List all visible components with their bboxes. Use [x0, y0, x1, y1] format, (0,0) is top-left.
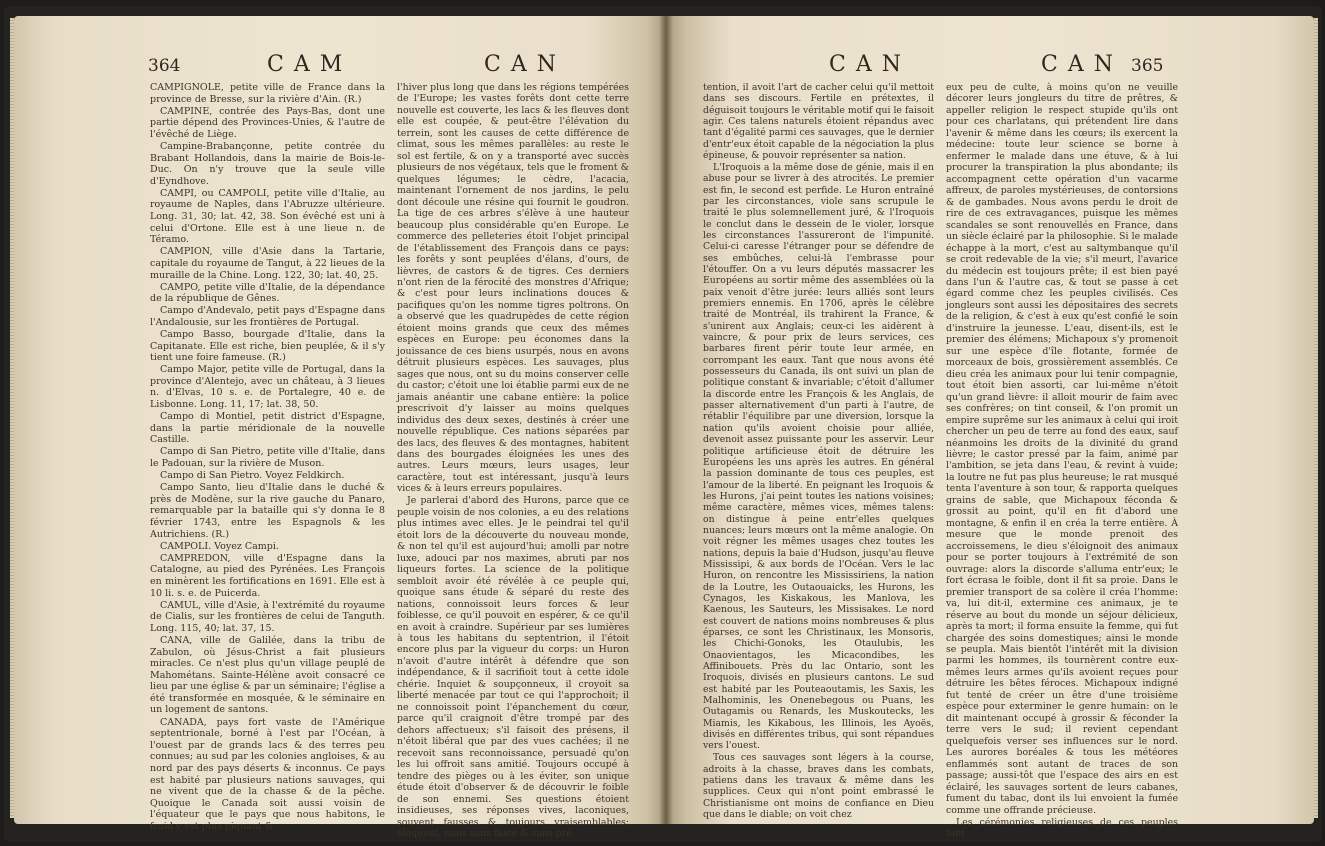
entry: Campine-Brabançonne, petite contrée du Brabant Hollandois, dans la mairie de Bois-le-Duc. On n'y trouve que la seule ville d'Eyndhove.: [150, 140, 385, 187]
right-page-edges: [1314, 18, 1318, 818]
entry: Campo di San Pietro, petite ville d'Italie, dans le Padouan, sur la rivière de Muson.: [150, 446, 385, 469]
entry: Campo di Montiel, petit district d'Espagne, dans la partie méridionale de la nouvelle Castille.: [150, 411, 385, 446]
running-head-left-2: CAN: [484, 52, 566, 77]
entry: Campo di San Pietro. Voyez Feldkirch.: [160, 470, 345, 482]
left-page-edges: [10, 18, 14, 818]
paragraph: tention, il avoit l'art de cacher celui qu'il mettoit dans ses discours. Fertile en prétextes, il déguisoit toujours le véritable motif qui le faisoit agir. Ces talens naturels étoient répandus avec tant d'égalité parmi ces sauvages, que le dernier d'entr'eux étoit capable de la négociation la plus épineuse, & pouvoir représenter sa nation.: [703, 82, 934, 162]
entry: Campo Basso, bourgade d'Italie, dans la Capitanate. Elle est riche, bien peuplée, & il s'y tient une foire fameuse. (R.): [150, 328, 385, 364]
paragraph: Je parlerai d'abord des Hurons, parce que ce peuple voisin de nos colonies, a eu des relations plus intimes avec elles. Je le peindrai tel qu'il étoit lors de la découverte du nouveau monde, & non tel qu'il est aujourd'hui; amolli par notre luxe, adouci par nos maximes, abruti par nos liqueurs fortes. La science de la politique sembloit avoir été révélée à ce peuple qui, quoique sans étude & séparé du reste des nations, connoissoit leurs forces & leur foiblesse, ce qu'il pouvoit en espérer, & ce qu'il en avoit à craindre. Supérieur par ses lumières à tous les habitans du septentrion, il l'étoit encore plus par la vigueur du corps: un Huron n'avoit d'autre intérêt à défendre que son indépendance, & il sacrifioit tout à cette idole chérie. Inquiet & soupçonneux, il croyoit sa liberté menacée par tout ce qui l'approchoit; il ne connoissoit point l'épanchement du cœur, parce qu'il craignoit d'être trompé par des dehors affectueux; s'il faisoit des présens, il n'étoit libéral que par des vues cachées; il ne recevoit sans reconnoissance, persuadé qu'on les lui offroit sans amitié. Toujours occupé à tendre des pièges ou à les éviter, son unique étude étoit d'observer & de découvrir le foible de son ennemi. Ses questions étoient insidieuses, ses réponses vives, laconiques, souvent fausses & toujours vraisemblables: éloquent, mais sans faste & sans pré-: [397, 495, 629, 839]
entry: CAMPINE, contrée des Pays-Bas, dont une partie dépend des Provinces-Unies, & l'autre de l'évêché de Liège.: [150, 105, 385, 140]
running-head-right-2: CAN: [1041, 52, 1123, 77]
right-column-1: [703, 82, 934, 842]
page-number-right: 365: [1131, 56, 1164, 76]
entry: Campo Santo, lieu d'Italie dans le duché & près de Modène, sur la rive gauche du Panaro, remarquable par la bataille qui s'y donna le 8 février 1743, entre les Espagnols & les Autrichiens. (R.): [150, 482, 385, 540]
entry: Campo Major, petite ville de Portugal, dans la province d'Alentejo, avec un château, à 3 lieues n. d'Elvas, 10 s. e. de Portalegre, 40 e. de Lisbonne. Long. 11, 17; lat. 38, 50.: [150, 364, 385, 411]
paragraph: l'hiver plus long que dans les régions tempérées de l'Europe; les vastes forêts dont cette terre nouvelle est couverte, les lacs & les fleuves dont elle est coupée, & peut-être l'élévation du terrein, sont les causes de cette différence de climat, sous les mêmes parallèles: au reste le sol est fertile, & on y a transporté avec succès plusieurs de nos végétaux, tels que le froment & quelques légumes; le cèdre, l'acacia, maintenant l'ornement de nos jardins, le pelu dont découle une résine qui fournit le goudron. La tige de ces arbres s'élève à une hauteur beaucoup plus considérable qu'en Europe. Le commerce des pelleteries étoit l'objet principal de l'établissement des François dans ce pays: les forêts y sont peuplées d'élans, d'ours, de lièvres, de castors & de tigres. Ces derniers n'ont rien de la férocité des monstres d'Afrique; & c'est pour leurs inclinations douces & pacifiques qu'on les nomme tigres poltrons. On a observé que les quadrupèdes de cette région étoient moins grands que ceux des mêmes espèces en Europe: peu économes dans la jouissance de ces biens usurpés, nous en avons détruit plusieurs espèces. Les sauvages, plus sages que nous, ont su du moins conserver celle du castor; c'étoit une loi établie parmi eux de ne jamais anéantir une cabane entière: la police prescrivoit d'y laisser au moins quelques individus des deux sexes, destinés à créer une nouvelle république. Ces nations séparées par des lacs, des fleuves & des montagnes, habitent dans des bourgades éloignées les unes des autres. Leurs mœurs, leurs usages, leur caractère, tout est intéressant, jusqu'à leurs vices & à leurs erreurs populaires.: [397, 82, 629, 495]
entry: CAMPIGNOLE, petite ville de France dans la province de Bresse, sur la rivière d'Ain. (R.): [150, 82, 385, 105]
entry: CANA, ville de Galilée, dans la tribu de Zabulon, où Jésus-Christ a fait plusieurs miracles. Ce n'est plus qu'un village peuplé de Mahométans. Sainte-Hélène avoit consacré ce lieu par une église & par un séminaire; l'église a été transformée en mosquée, & le séminaire en un logement de santons.: [150, 634, 385, 716]
left-column-1: [150, 82, 385, 842]
entry: CANADA, pays fort vaste de l'Amérique septentrionale, borné à l'est par l'Océan, à l'ouest par de grands lacs & des terres peu connues; au sud par les colonies angloises, & au nord par des pays déserts & inconnus. Ce pays est habité par plusieurs nations sauvages, qui ne vivent que de la chasse & de la pêche. Quoique le Canada soit aussi voisin de l'équateur que le pays que nous habitons, le froid y est plus piquant &: [150, 716, 385, 832]
right-column-2: [946, 82, 1178, 842]
running-head-right-1: CAN: [829, 52, 911, 77]
page-number-left: 364: [148, 56, 181, 76]
left-column-2: [397, 82, 629, 842]
entry: CAMPION, ville d'Asie dans la Tartarie, capitale du royaume de Tangut, à 22 lieues de la muraille de la Chine. Long. 122, 30; lat. 40, 25.: [150, 246, 385, 281]
running-head-left-1: CAM: [267, 52, 353, 77]
entry: CAMPO, petite ville d'Italie, de la dépendance de la république de Gênes.: [150, 281, 385, 305]
paragraph: eux peu de culte, à moins qu'on ne veuille décorer leurs jongleurs du titre de prêtres, & appeller religion le respect stupide qu'ils ont pour ces charlatans, qui prétendent lire dans l'avenir & même dans les cœurs; ils exercent la médecine: toute leur science se borne à enfermer le malade dans une étuve, & à lui procurer la transpiration la plus abondante; ils accompagnent cette opération d'un vacarme affreux, de paroles mystérieuses, de contorsions & de gambades. Nous avons perdu le droit de rire de ces extravagances, puisque les mêmes scandales se sont renouvellés en France, dans un siècle éclairé par la philosophie. Si le malade échappe à la mort, c'est au saltymbanque qu'il se croit redevable de la vie; s'il meurt, l'avarice du médecin est toujours prête; il est bien payé dans l'un & l'autre cas, & tout se passe à cet égard comme chez les peuples civilisés. Ces jongleurs sont aussi les dépositaires des secrets de la religion, & c'est à eux qu'est confié le soin d'instruire la jeunesse. L'eau, disent-ils, est le premier des élémens; Michapoux s'y promenoit sur une espèce d'île flotante, formée de morceaux de bois, grossièrement assemblés. Ce dieu créa les animaux pour lui tenir compagnie, tout étoit bien assorti, car lui-même n'étoit qu'un grand lièvre: il alloit mourir de faim avec ses confrères; on tint conseil, & l'on promit un empire suprême sur les animaux à celui qui iroit chercher un peu de terre au fond des eaux, sauf néanmoins les droits de la divinité du grand lièvre; le castor pressé par la faim, animé par l'ambition, se jeta dans l'eau, & revint à vuide; la loutre ne fut pas plus heureuse; le rat musqué tenta l'aventure à son tour, & rapporta quelques grains de sable, que Michapoux féconda & grossit au point, qu'il en fit d'abord une montagne, & enfin il en créa la terre entière. À mesure que le monde prenoit des accroissemens, le dieu s'éloignoit des animaux pour se porter toujours à l'extrémité de son ouvrage: alors la discorde s'alluma entr'eux; le fort écrasa le foible, dont il fit sa proie. Dans le premier transport de sa colère il créa l'homme: va, lui dit-il, extermine ces animaux, je te réserve au bout du monde un séjour délicieux, après ta mort; il forma ensuite la femme, qui fut chargée des soins domestiques; ainsi le monde se peupla. Mais bientôt l'intérêt mit la division parmi les hommes, ils tournèrent contre eux-mêmes leurs armes qu'ils avoient reçues pour détruire les bêtes féroces. Michapoux indigné fut tenté de créer un être d'une troisième espèce pour exterminer le genre humain: on le dit maintenant occupé à grossir & féconder la terre vers le sud; il revient cependant quelquefois verser ses influences sur le nord. Les aurores boréales & tous les météores enflammés sont autant de traces de son passage; aussi-tôt que l'espace des airs en est éclairé, les sauvages sortent de leurs cabanes, fument du tabac, dont ils lui envoient la fumée comme une offrande précieuse.: [946, 82, 1178, 816]
paragraph: L'Iroquois a la même dose de génie, mais il en abuse pour se livrer à des atrocités. Le premier est fin, le second est perfide. Le Huron entraîné par les circonstances, viole sans scrupule le traité le plus solemnellement juré, & l'Iroquois le conclut dans le dessein de le violer, lorsque les circonstances l'assureront de l'impunité. Celui-ci caresse l'étranger pour se défendre de ses embûches, celui-là l'embrasse pour l'étouffer. On a vu leurs députés massacrer les Européens au sortir même des assemblées où la paix venoit d'être jurée: leurs alliés sont leurs premiers ennemis. En 1706, après le célèbre traité de Montréal, ils trahirent la France, & s'unirent aux Anglais; ceux-ci les aidèrent à vaincre, & pour prix de leurs services, ces barbares firent périr toute leur armée, en corrompant les eaux. Tant que nous avons été possesseurs du Canada, ils ont suivi un plan de politique constant & invariable; c'étoit d'allumer la discorde entre les François & les Anglais, de passer alternativement d'un parti à l'autre, de rétablir l'équilibre par une diversion, lorsque la nation qu'ils avoient choisie pour alliée, devenoit assez puissante pour les asservir. Leur politique artificieuse étoit de détruire les Européens les uns après les autres. En général la passion dominante de tous ces peuples, est l'amour de la liberté. En peignant les Iroquois & les Hurons, j'ai peint toutes les nations voisines; même caractère, mêmes vices, mêmes talens: on distingue à peine entr'elles quelques nuances; leurs mœurs ont la même analogie. On voit régner les mêmes usages chez toutes les nations, depuis la baie d'Hudson, jusqu'au fleuve Mississipi, & aux bords de l'Océan. Vers le lac Huron, on rencontre les Mississiriens, la nation de la Loutre, les Outaouaicks, les Hurons, les Cynagos, les Kiskakous, les Manlova, les Kaenous, les Sauteurs, les Missisakes. Le nord est couvert de nations moins nombreuses & plus éparses, ce sont les Christinaux, les Monsoris, les Chichi-Gonoks, les Otaulubis, les Onaovientagos, les Micacondibes, les Affinibouets. Près du lac Ontario, sont les Iroquois, divisés en plusieurs cantons. Le sud est habité par les Pouteaoutamis, les Saxis, les Malhominis, les Onenebegous ou Puans, les Outagamis ou Renards, les Muskoutecks, les Miamis, les Kikabous, les Illinois, les Ayoës, divisés en différentes tribus, qui sont répandues vers l'ouest.: [703, 161, 934, 752]
paragraph: Les cérémonies religieuses de ces peuples font: [946, 816, 1178, 839]
entry: Campo d'Andevalo, petit pays d'Espagne dans l'Andalousie, sur les frontières de Portugal.: [150, 305, 385, 328]
entry: CAMUL, ville d'Asie, à l'extrémité du royaume de Cialis, sur les frontières de celui de Tanguth. Long. 115, 40; lat. 37, 15.: [150, 599, 385, 634]
entry: CAMPI, ou CAMPOLI, petite ville d'Italie, au royaume de Naples, dans l'Abruzze ultérieure. Long. 31, 30; lat. 42, 38. Son évêché est uni à celui d'Ortone. Elle est à une lieue n. de Téramo.: [150, 187, 385, 246]
paragraph: Tous ces sauvages sont légers à la course, adroits à la chasse, braves dans les combats, patiens dans les travaux & même dans les supplices. Ceux qui n'ont point embrassé le Christianisme ont moins de confiance en Dieu que dans le diable; on voit chez: [703, 752, 934, 820]
entry: CAMPOLI. Voyez Campi.: [160, 540, 279, 552]
entry: CAMPREDON, ville d'Espagne dans la Catalogne, au pied des Pyrénées. Les François en minèrent les fortifications en 1691. Elle est à 10 li. s. e. de Puicerda.: [150, 552, 385, 599]
book-gutter: [659, 16, 673, 824]
